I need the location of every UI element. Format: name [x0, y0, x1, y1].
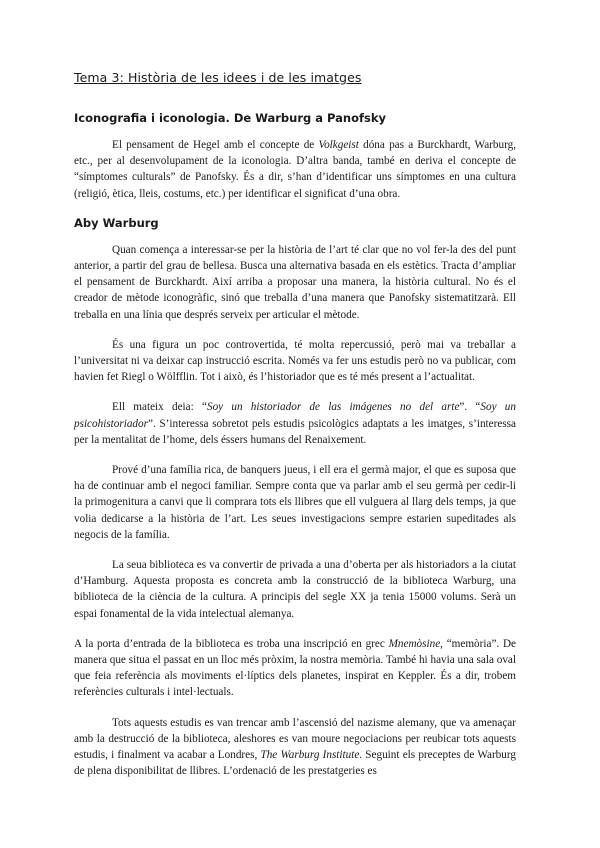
paragraph-text: A la porta d’entrada de la biblioteca es troba una inscripció en grec: [74, 637, 389, 650]
quote-italic: Soy un psicohistoriador: [74, 401, 516, 430]
paragraph-text: ”. “: [459, 401, 481, 414]
paragraph-text: És una figura un poc controvertida, té molta repercussió, però mai va treballar a l’universitat ni va deixar cap instrucció escrita. Només va fer uns estudis però no va publicar, com havien fet Riegl o Wölfflin. Tot i això, és l’historiador que es té més present a l’actualitat.: [74, 338, 516, 384]
paragraph-italic: Mnemòsine: [388, 637, 441, 650]
paragraph: [74, 242, 516, 323]
paragraph: [74, 337, 516, 386]
paragraph-text: Prové d’una família rica, de banquers jueus, i ell era el germà major, el que es suposa que ha de continuar amb el negoci familiar. Sempre conta que va parlar amb el seu germà per cedir-li la primogenitura a canvi que li comprara tots els llibres que ell vulguera al llarg dels temps, ja que volia dedicarse a la història de l’art. Les seues investigacions sempre estarien supeditades als negocis de la família.: [74, 464, 516, 541]
paragraph-italic: The Warburg Institute: [260, 749, 360, 762]
paragraph: [74, 636, 516, 701]
paragraph-text: Quan comença a interessar-se per la història de l’art té clar que no vol fer-la des del punt anterior, a partir del grau de bellesa. Busca una alternativa basada en els estètics. Tracta d’ampliar el pensament de Burckhardt. Així arriba a proposar una manera, la història cultural. No és el creador de mètode iconogràfic, sinó que treballa d’una manera que Panofsky sistematitzarà. Ell treballa en una línia que després serveix per articular el mètode.: [74, 243, 516, 321]
paragraph-text: La seua biblioteca es va convertir de privada a una d’oberta per als historiadors a la ciutat d’Hamburg. Aquesta proposta es concreta amb la construcció de la biblioteca Warburg, una biblioteca de la ciència de la cultura. A principis del segle XX ja tenia 15000 volums. Serà un espai fonamental de la vida intelectual alemanya.: [74, 559, 516, 620]
paragraph: [74, 462, 516, 543]
paragraph: [74, 557, 516, 622]
paragraph-text: , “memòria”. De manera que situa el passat en un lloc més pròxim, la nostra memòria. També hi havia una sala oval que feia referència als moviments el·líptics dels planetes, inspirat en Keppler. És a dir, trobem referències culturals i intel·lectuals.: [74, 637, 516, 699]
page-title: Tema 3: Història de les idees i de les imatges: [74, 70, 362, 85]
paragraph-text: . Seguint els preceptes de Warburg de plena disponibilitat de llibres. L’ordenació de les prestatgeries es: [74, 749, 516, 778]
paragraph: [74, 137, 516, 202]
quote-italic: Soy un historiador de las imágenes no del arte: [206, 401, 460, 414]
paragraph-text: El pensament de Hegel amb el concepte de: [112, 139, 319, 151]
paragraph: [74, 715, 516, 780]
paragraph-text: ”. S’interessa sobretot pels estudis psicològics adaptats a les imatges, s’interessa per la mentalitat de l’home, dels éssers humans del Renaixement.: [74, 417, 516, 446]
paragraph-italic: Volkgeist: [318, 139, 359, 151]
paragraph: [74, 399, 516, 448]
section-heading-iconografia: Iconografia i iconologia. De Warburg a Panofsky: [74, 111, 386, 125]
paragraph-text: Ell mateix deia: “: [112, 401, 207, 414]
paragraph-text: dóna pas a Burckhardt, Warburg, etc., per al desenvolupament de la iconologia. D’altra banda, també en deriva el concepte de “símptomes culturals” de Panofsky. És a dir, s’han d’identificar uns símptomes en una cultura (religió, ètica, lleis, costums, etc.) per identificar el significat d’una obra.: [74, 139, 516, 200]
paragraph-text: Tots aquests estudis es van trencar amb l’ascensió del nazisme alemany, que va amenaçar amb la destrucció de la biblioteca, aleshores es van moure negociacions per reubicar tots aquests estudis, i finalment va acabar a Londres,: [74, 716, 516, 762]
section-heading-aby-warburg: Aby Warburg: [74, 215, 159, 230]
